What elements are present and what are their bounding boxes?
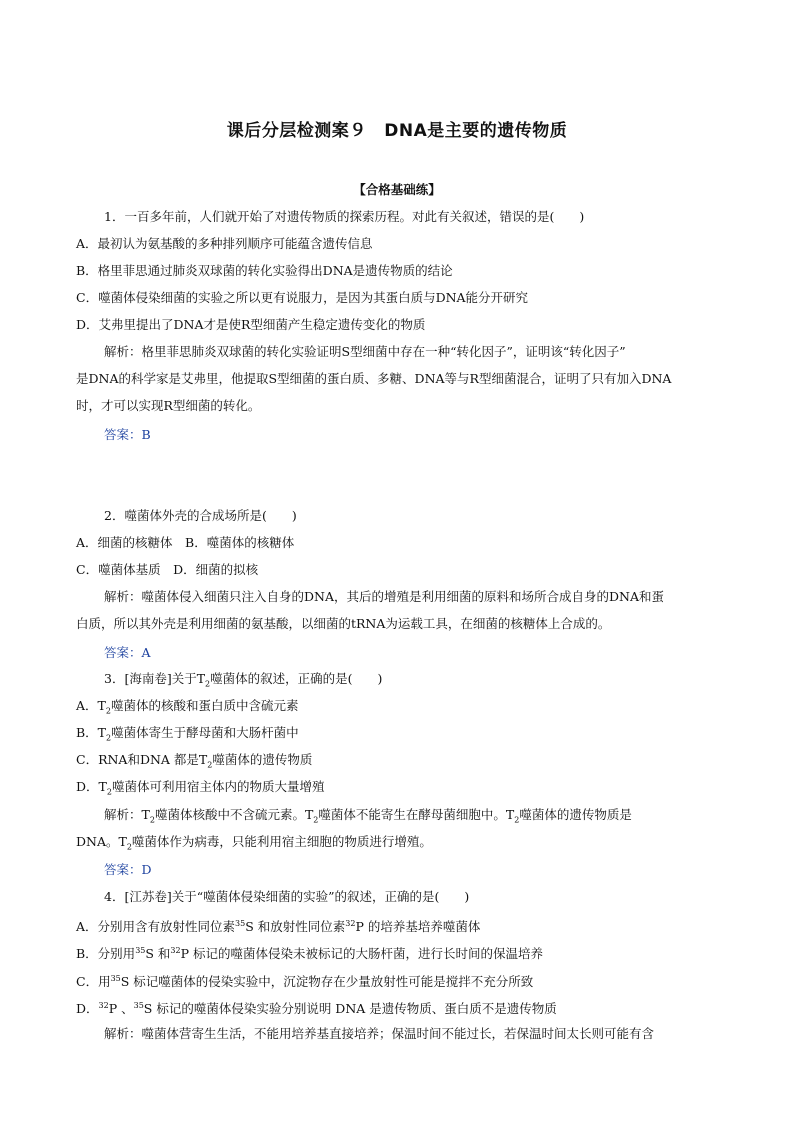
question-4-option-d: D．$^{32}$P 、$^{35}$S 标记的噬菌体侵染实验分别说明 DNA 是遗传物质、蛋白质不是遗传物质: [76, 1001, 557, 1017]
question-3-explanation-line-1: 解析：$T_2$噬菌体核酸中不含硫元素。$T_2$噬菌体不能寄生在酵母菌细胞中。$T_2$噬菌体的遗传物质是: [104, 807, 632, 825]
question-1-explanation-line-1: 解析：格里菲思肺炎双球菌的转化实验证明S型细菌中存在一种“转化因子”，证明该“转化因子”: [104, 344, 626, 359]
question-2-answer: 答案：A: [104, 645, 151, 660]
page-title: 课后分层检测案９ DNA是主要的遗传物质: [226, 121, 568, 141]
question-4-explanation-line-1: 解析：噬菌体营寄生生活，不能用培养基直接培养；保温时间不能过长，若保温时间太长则可能有含: [104, 1026, 655, 1041]
question-2-stem: 2．噬菌体外壳的合成场所是( ): [104, 508, 297, 523]
question-3-option-a: A．$T_2$噬菌体的核酸和蛋白质中含硫元素: [76, 698, 299, 716]
question-2-explanation-line-2: 白质，所以其外壳是利用细菌的氨基酸，以细菌的tRNA为运载工具，在细菌的核糖体上合成的。: [76, 616, 611, 631]
question-3-answer: 答案：D: [104, 862, 152, 877]
question-3-explanation-line-2: DNA。$T_2$噬菌体作为病毒，只能利用宿主细胞的物质进行增殖。: [76, 834, 432, 852]
question-4-option-b: B．分别用$^{35}$S 和$^{32}$P 标记的噬菌体侵染未被标记的大肠杆菌，进行长时间的保温培养: [76, 946, 543, 962]
question-1-stem: 1．一百多年前，人们就开始了对遗传物质的探索历程。对此有关叙述，错误的是( ): [104, 209, 585, 224]
question-1-answer: 答案：B: [104, 427, 151, 442]
question-3-option-c: C．RNA和DNA 都是$T_2$噬菌体的遗传物质: [76, 752, 313, 770]
question-1-option-c: C．噬菌体侵染细菌的实验之所以更有说服力，是因为其蛋白质与DNA能分开研究: [76, 290, 529, 305]
question-3-option-d: D．$T_2$噬菌体可利用宿主体内的物质大量增殖: [76, 779, 325, 797]
question-1-option-d: D．艾弗里提出了DNA才是使R型细菌产生稳定遗传变化的物质: [76, 317, 426, 332]
question-1-option-b: B．格里菲思通过肺炎双球菌的转化实验得出DNA是遗传物质的结论: [76, 263, 453, 278]
question-4-option-c: C．用$^{35}$S 标记噬菌体的侵染实验中，沉淀物存在少量放射性可能是搅拌不充分所致: [76, 974, 534, 990]
question-1-explanation-line-2: 是DNA的科学家是艾弗里，他提取S型细菌的蛋白质、多糖、DNA等与R型细菌混合，证明了只有加入DNA: [76, 371, 672, 386]
question-3-stem: 3．[海南卷]关于$T_2$噬菌体的叙述，正确的是( ): [104, 671, 383, 689]
question-4-option-a: A．分别用含有放射性同位素$^{35}$S 和放射性同位素$^{32}$P 的培养基培养噬菌体: [76, 919, 481, 935]
question-2-options-cd: C．噬菌体基质 D．细菌的拟核: [76, 562, 259, 577]
question-1-explanation-line-3: 时，才可以实现R型细菌的转化。: [76, 398, 261, 413]
question-4-stem: 4．[江苏卷]关于“噬菌体侵染细菌的实验”的叙述，正确的是( ): [104, 889, 470, 904]
question-1-option-a: A．最初认为氨基酸的多种排列顺序可能蕴含遗传信息: [76, 236, 373, 251]
question-2-options-ab: A．细菌的核糖体 B．噬菌体的核糖体: [76, 535, 295, 550]
section-heading: 【合格基础练】: [353, 182, 441, 197]
question-2-explanation-line-1: 解析：噬菌体侵入细菌只注入自身的DNA，其后的增殖是利用细菌的原料和场所合成自身的DNA和蛋: [104, 589, 664, 604]
question-3-option-b: B．$T_2$噬菌体寄生于酵母菌和大肠杆菌中: [76, 725, 299, 743]
